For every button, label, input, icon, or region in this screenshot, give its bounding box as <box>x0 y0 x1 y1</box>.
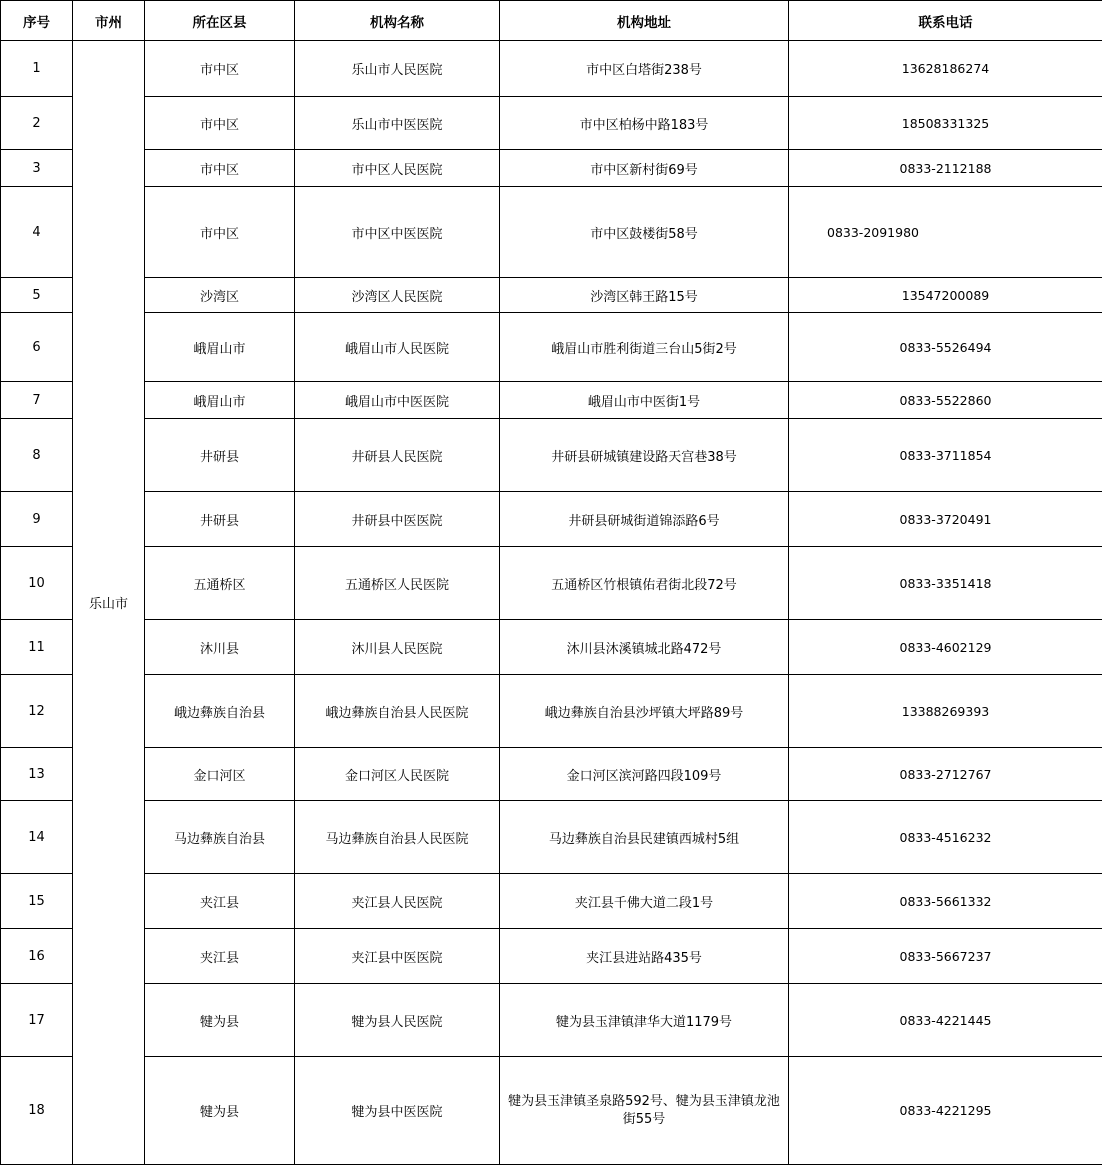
phone-cell: 0833-4221445 <box>789 984 1102 1057</box>
phone-cell: 0833-5526494 <box>789 313 1102 382</box>
phone-cell: 0833-3711854 <box>789 419 1102 492</box>
institution-name-cell: 金口河区人民医院 <box>295 748 500 801</box>
phone-cell: 0833-5522860 <box>789 382 1102 419</box>
phone-cell: 0833-5661332 <box>789 874 1102 929</box>
institution-name-cell: 峨边彝族自治县人民医院 <box>295 675 500 748</box>
county-cell: 峨眉山市 <box>145 313 295 382</box>
county-cell: 犍为县 <box>145 1057 295 1165</box>
row-number: 2 <box>1 97 73 150</box>
table-row <box>1 492 1102 547</box>
institution-name-cell: 乐山市中医医院 <box>295 97 500 150</box>
institution-name-cell: 夹江县人民医院 <box>295 874 500 929</box>
table-row <box>1 1057 1102 1165</box>
county-cell: 市中区 <box>145 150 295 187</box>
institution-name-cell: 峨眉山市中医医院 <box>295 382 500 419</box>
institution-name-cell: 市中区中医医院 <box>295 187 500 278</box>
row-number: 4 <box>1 187 73 278</box>
phone-cell: 0833-4602129 <box>789 620 1102 675</box>
phone-cell: 13388269393 <box>789 675 1102 748</box>
row-number: 9 <box>1 492 73 547</box>
table-row <box>1 748 1102 801</box>
table-row <box>1 675 1102 748</box>
row-number: 11 <box>1 620 73 675</box>
institution-name-cell: 市中区人民医院 <box>295 150 500 187</box>
header-institution-name: 机构名称 <box>295 1 500 41</box>
institution-address-cell: 市中区柏杨中路183号 <box>500 97 789 150</box>
header-city: 市州 <box>73 1 145 41</box>
institution-address-cell: 井研县研城街道锦添路6号 <box>500 492 789 547</box>
row-number: 16 <box>1 929 73 984</box>
institution-address-cell: 峨边彝族自治县沙坪镇大坪路89号 <box>500 675 789 748</box>
institution-address-cell: 夹江县千佛大道二段1号 <box>500 874 789 929</box>
phone-cell: 0833-5667237 <box>789 929 1102 984</box>
institution-name-cell: 峨眉山市人民医院 <box>295 313 500 382</box>
institution-address-cell: 井研县研城镇建设路天宫巷38号 <box>500 419 789 492</box>
row-number: 3 <box>1 150 73 187</box>
table-row <box>1 41 1102 97</box>
institution-name-cell: 井研县人民医院 <box>295 419 500 492</box>
county-cell: 犍为县 <box>145 984 295 1057</box>
table-row <box>1 187 1102 278</box>
institution-address-cell: 犍为县玉津镇津华大道1179号 <box>500 984 789 1057</box>
header-county: 所在区县 <box>145 1 295 41</box>
institution-address-cell: 金口河区滨河路四段109号 <box>500 748 789 801</box>
institution-name-cell: 井研县中医医院 <box>295 492 500 547</box>
table-row <box>1 801 1102 874</box>
table-row <box>1 419 1102 492</box>
table-row <box>1 874 1102 929</box>
table-row <box>1 97 1102 150</box>
table-row <box>1 382 1102 419</box>
row-number: 18 <box>1 1057 73 1165</box>
institution-name-cell: 沐川县人民医院 <box>295 620 500 675</box>
county-cell: 金口河区 <box>145 748 295 801</box>
phone-cell: 0833-3351418 <box>789 547 1102 620</box>
institution-address-cell: 市中区鼓楼街58号 <box>500 187 789 278</box>
row-number: 1 <box>1 41 73 97</box>
row-number: 8 <box>1 419 73 492</box>
phone-cell: 0833-2112188 <box>789 150 1102 187</box>
county-cell: 井研县 <box>145 492 295 547</box>
institution-address-cell: 市中区新村街69号 <box>500 150 789 187</box>
institution-name-cell: 乐山市人民医院 <box>295 41 500 97</box>
table-row <box>1 313 1102 382</box>
county-cell: 五通桥区 <box>145 547 295 620</box>
county-cell: 峨边彝族自治县 <box>145 675 295 748</box>
phone-cell: 0833-3720491 <box>789 492 1102 547</box>
institution-address-cell: 马边彝族自治县民建镇西城村5组 <box>500 801 789 874</box>
table-row <box>1 929 1102 984</box>
header-seq: 序号 <box>1 1 73 41</box>
institution-name-cell: 犍为县人民医院 <box>295 984 500 1057</box>
phone-cell: 13628186274 <box>789 41 1102 97</box>
row-number: 15 <box>1 874 73 929</box>
table-row <box>1 547 1102 620</box>
table-row <box>1 984 1102 1057</box>
phone-cell: 0833-2712767 <box>789 748 1102 801</box>
phone-cell: 0833-2091980 <box>789 187 1102 278</box>
row-number: 17 <box>1 984 73 1057</box>
table-row <box>1 620 1102 675</box>
county-cell: 井研县 <box>145 419 295 492</box>
row-number: 6 <box>1 313 73 382</box>
county-cell: 沙湾区 <box>145 278 295 313</box>
county-cell: 沐川县 <box>145 620 295 675</box>
institution-address-cell: 市中区白塔街238号 <box>500 41 789 97</box>
header-contact-phone: 联系电话 <box>789 1 1102 41</box>
institution-name-cell: 五通桥区人民医院 <box>295 547 500 620</box>
institution-address-cell: 五通桥区竹根镇佑君街北段72号 <box>500 547 789 620</box>
header-institution-address: 机构地址 <box>500 1 789 41</box>
county-cell: 夹江县 <box>145 874 295 929</box>
phone-cell: 13547200089 <box>789 278 1102 313</box>
row-number: 12 <box>1 675 73 748</box>
header-row <box>1 1 1102 41</box>
county-cell: 市中区 <box>145 97 295 150</box>
row-number: 7 <box>1 382 73 419</box>
institution-name-cell: 马边彝族自治县人民医院 <box>295 801 500 874</box>
table-row <box>1 278 1102 313</box>
institution-address-cell: 夹江县进站路435号 <box>500 929 789 984</box>
phone-cell: 0833-4516232 <box>789 801 1102 874</box>
county-cell: 市中区 <box>145 41 295 97</box>
institution-address-cell: 犍为县玉津镇圣泉路592号、犍为县玉津镇龙池街55号 <box>500 1057 789 1165</box>
county-cell: 市中区 <box>145 187 295 278</box>
row-number: 13 <box>1 748 73 801</box>
institution-name-cell: 夹江县中医医院 <box>295 929 500 984</box>
county-cell: 峨眉山市 <box>145 382 295 419</box>
institution-address-cell: 峨眉山市中医街1号 <box>500 382 789 419</box>
institution-name-cell: 沙湾区人民医院 <box>295 278 500 313</box>
institution-name-cell: 犍为县中医医院 <box>295 1057 500 1165</box>
institution-address-cell: 沙湾区韩王路15号 <box>500 278 789 313</box>
row-number: 14 <box>1 801 73 874</box>
institution-address-cell: 沐川县沐溪镇城北路472号 <box>500 620 789 675</box>
row-number: 5 <box>1 278 73 313</box>
row-number: 10 <box>1 547 73 620</box>
city-cell: 乐山市 <box>73 41 145 1165</box>
phone-cell: 0833-4221295 <box>789 1057 1102 1165</box>
county-cell: 夹江县 <box>145 929 295 984</box>
table-row <box>1 150 1102 187</box>
institution-address-cell: 峨眉山市胜利街道三台山5街2号 <box>500 313 789 382</box>
phone-cell: 18508331325 <box>789 97 1102 150</box>
county-cell: 马边彝族自治县 <box>145 801 295 874</box>
